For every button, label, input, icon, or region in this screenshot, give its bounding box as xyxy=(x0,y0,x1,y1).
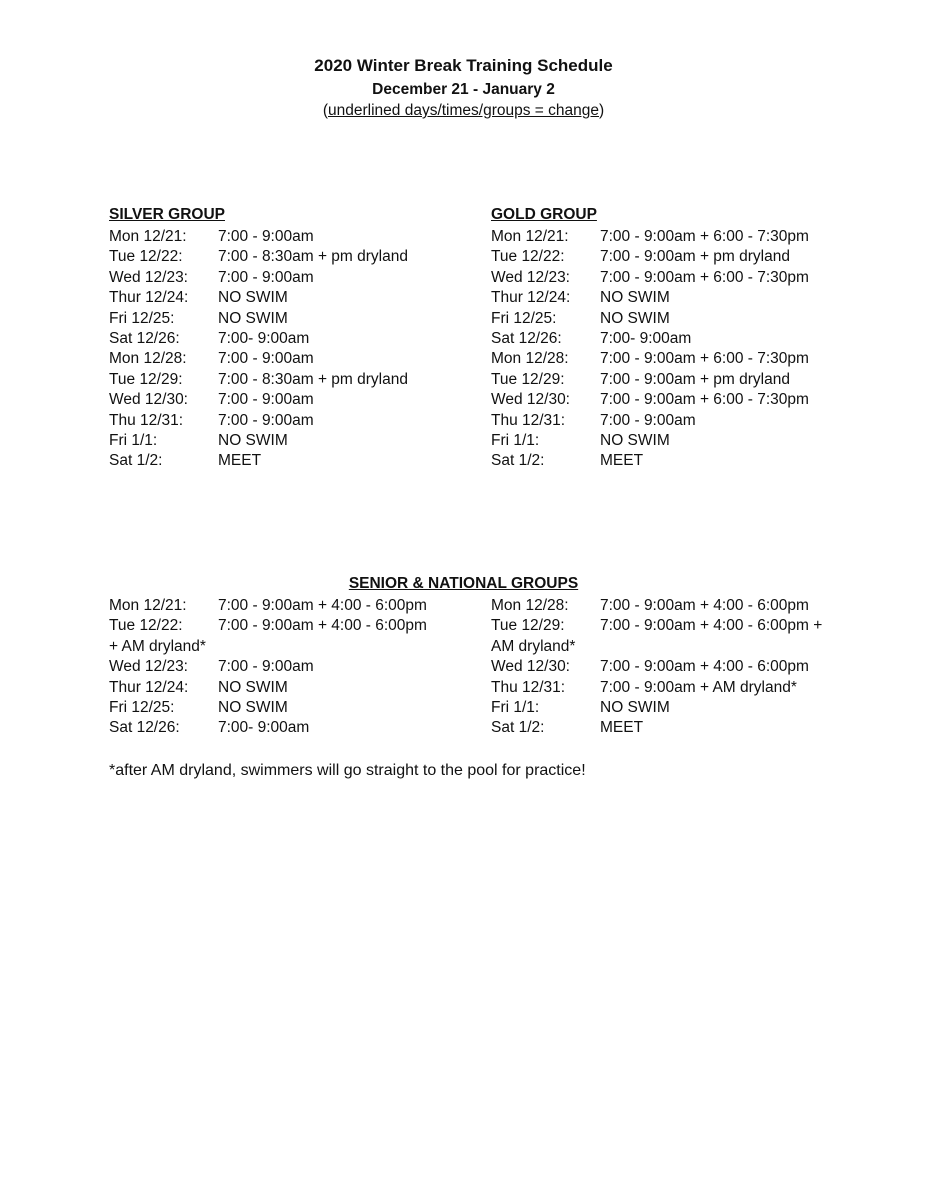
day-cell: Fri 1/1: xyxy=(491,432,540,450)
page-title: 2020 Winter Break Training Schedule xyxy=(314,56,613,75)
time-cell: 7:00 - 9:00am + 4:00 - 6:00pm + xyxy=(600,617,823,635)
time-cell: 7:00 - 9:00am xyxy=(218,391,314,409)
time-cell: 7:00 - 9:00am xyxy=(218,411,314,429)
day-cell: Thur 12/24: xyxy=(491,289,571,307)
table-row xyxy=(109,596,427,616)
table-row xyxy=(491,698,822,718)
time-cell: MEET xyxy=(600,452,644,470)
table-row xyxy=(109,349,408,369)
table-row xyxy=(491,678,822,698)
time-cell: MEET xyxy=(600,719,644,737)
note-open: ( xyxy=(322,102,328,119)
day-cell: Tue 12/22: xyxy=(491,248,565,266)
day-cell: Mon 12/28: xyxy=(491,350,569,368)
time-cell: 7:00 - 9:00am + 6:00 - 7:30pm xyxy=(600,350,809,368)
time-cell: 7:00 - 9:00am xyxy=(218,228,314,245)
table-row xyxy=(491,657,822,677)
time-cell: 7:00 - 8:30am + pm dryland xyxy=(218,248,408,266)
day-cell: Mon 12/21: xyxy=(109,597,187,614)
time-cell: 7:00 - 9:00am + pm dryland xyxy=(600,370,790,388)
day-cell: Thur 12/24: xyxy=(109,289,189,307)
time-cell: 7:00 - 9:00am + 4:00 - 6:00pm xyxy=(218,597,427,614)
day-cell: Sat 12/26: xyxy=(109,719,180,737)
time-cell: 7:00 - 9:00am + 6:00 - 7:30pm xyxy=(600,228,809,245)
day-cell: Wed 12/23: xyxy=(109,268,188,286)
table-row xyxy=(491,596,822,616)
day-cell: Fri 12/25: xyxy=(491,309,557,327)
day-cell: Wed 12/30: xyxy=(491,658,570,676)
day-cell: Tue 12/29: xyxy=(491,617,565,635)
time-cell: 7:00 - 9:00am xyxy=(600,411,696,429)
table-row xyxy=(491,329,809,349)
time-cell: NO SWIM xyxy=(218,678,288,696)
table-row xyxy=(109,718,427,738)
time-cell: 7:00 - 9:00am + 4:00 - 6:00pm xyxy=(218,617,427,635)
table-row xyxy=(491,349,809,369)
time-cell: NO SWIM xyxy=(600,289,670,307)
day-cell: Mon 12/28: xyxy=(491,597,569,614)
table-row xyxy=(109,657,427,677)
time-cell: 7:00 - 9:00am + 6:00 - 7:30pm xyxy=(600,268,809,286)
time-cell: 7:00 - 9:00am + 6:00 - 7:30pm xyxy=(600,391,809,409)
dryland-footnote: *after AM dryland, swimmers will go straight to the pool for practice! xyxy=(109,762,586,779)
table-row xyxy=(491,309,809,329)
time-cell: 7:00 - 8:30am + pm dryland xyxy=(218,370,408,388)
time-cell: NO SWIM xyxy=(218,432,288,450)
day-cell: Sat 1/2: xyxy=(491,719,545,737)
table-row xyxy=(491,637,822,657)
table-row xyxy=(109,309,408,329)
table-row xyxy=(109,698,427,718)
table-row xyxy=(109,678,427,698)
silver-schedule-table xyxy=(109,227,408,472)
table-row xyxy=(109,637,427,657)
table-row xyxy=(109,227,408,247)
table-row xyxy=(491,616,822,636)
table-row xyxy=(491,247,809,267)
table-row xyxy=(491,288,809,308)
day-cell: Fri 12/25: xyxy=(109,309,175,327)
day-cell: Sat 1/2: xyxy=(109,452,163,470)
day-cell: Tue 12/29: xyxy=(491,370,565,388)
time-cell: NO SWIM xyxy=(218,699,288,717)
day-cell: Fri 12/25: xyxy=(109,699,175,717)
table-row xyxy=(109,616,427,636)
day-cell: Tue 12/29: xyxy=(109,370,183,388)
note-close: ) xyxy=(599,102,605,119)
day-cell: Sat 12/26: xyxy=(109,330,180,348)
table-row xyxy=(491,268,809,288)
table-row xyxy=(109,329,408,349)
day-cell: Sat 12/26: xyxy=(491,330,562,348)
senior-schedule-left xyxy=(109,596,427,739)
day-cell: Thu 12/31: xyxy=(491,411,566,429)
day-cell: Thu 12/31: xyxy=(491,678,566,696)
wrapped-time-cell: AM dryland* xyxy=(491,637,576,655)
day-cell: Mon 12/28: xyxy=(109,350,187,368)
time-cell: NO SWIM xyxy=(600,699,670,717)
table-row xyxy=(491,411,809,431)
table-row xyxy=(109,370,408,390)
day-cell: Sat 1/2: xyxy=(491,452,545,470)
silver-group-heading: SILVER GROUP xyxy=(109,206,225,223)
table-row xyxy=(109,390,408,410)
day-cell: Thu 12/31: xyxy=(109,411,184,429)
day-cell: Tue 12/22: xyxy=(109,248,183,266)
day-cell: Mon 12/21: xyxy=(491,228,569,245)
senior-national-heading: SENIOR & NATIONAL GROUPS xyxy=(348,575,579,592)
day-cell: Mon 12/21: xyxy=(109,228,187,245)
day-cell: Wed 12/30: xyxy=(491,391,570,409)
day-cell: Fri 1/1: xyxy=(109,432,158,450)
time-cell: 7:00 - 9:00am xyxy=(218,350,314,368)
day-cell: Wed 12/23: xyxy=(109,658,188,676)
time-cell: 7:00 - 9:00am xyxy=(218,658,314,676)
day-cell: Tue 12/22: xyxy=(109,617,183,635)
table-row xyxy=(109,247,408,267)
table-row xyxy=(491,431,809,451)
day-cell: Fri 1/1: xyxy=(491,699,540,717)
table-row xyxy=(491,227,809,247)
time-cell: 7:00 - 9:00am + pm dryland xyxy=(600,248,790,266)
table-row xyxy=(109,288,408,308)
table-row xyxy=(109,411,408,431)
time-cell: MEET xyxy=(218,452,262,470)
time-cell: 7:00- 9:00am xyxy=(600,330,692,348)
note-underlined-text: underlined days/times/groups = change xyxy=(328,102,599,119)
time-cell: 7:00 - 9:00am + AM dryland* xyxy=(600,678,797,696)
gold-group-heading: GOLD GROUP xyxy=(491,206,597,223)
gold-schedule-table xyxy=(491,227,809,472)
wrapped-time-cell: + AM dryland* xyxy=(109,637,206,655)
time-cell: 7:00 - 9:00am + 4:00 - 6:00pm xyxy=(600,597,809,614)
change-note xyxy=(0,102,927,120)
day-cell: Wed 12/23: xyxy=(491,268,570,286)
day-cell: Thur 12/24: xyxy=(109,678,189,696)
time-cell: 7:00- 9:00am xyxy=(218,719,310,737)
table-row xyxy=(109,268,408,288)
time-cell: NO SWIM xyxy=(600,309,670,327)
day-cell: Wed 12/30: xyxy=(109,391,188,409)
senior-schedule-right xyxy=(491,596,822,739)
time-cell: NO SWIM xyxy=(600,432,670,450)
time-cell: NO SWIM xyxy=(218,289,288,307)
time-cell: 7:00- 9:00am xyxy=(218,330,310,348)
time-cell: 7:00 - 9:00am + 4:00 - 6:00pm xyxy=(600,658,809,676)
table-row xyxy=(109,431,408,451)
table-row xyxy=(491,451,809,471)
time-cell: NO SWIM xyxy=(218,309,288,327)
table-row xyxy=(109,451,408,471)
table-row xyxy=(491,718,822,738)
time-cell: 7:00 - 9:00am xyxy=(218,268,314,286)
table-row xyxy=(491,390,809,410)
date-range: December 21 - January 2 xyxy=(372,81,555,98)
table-row xyxy=(491,370,809,390)
